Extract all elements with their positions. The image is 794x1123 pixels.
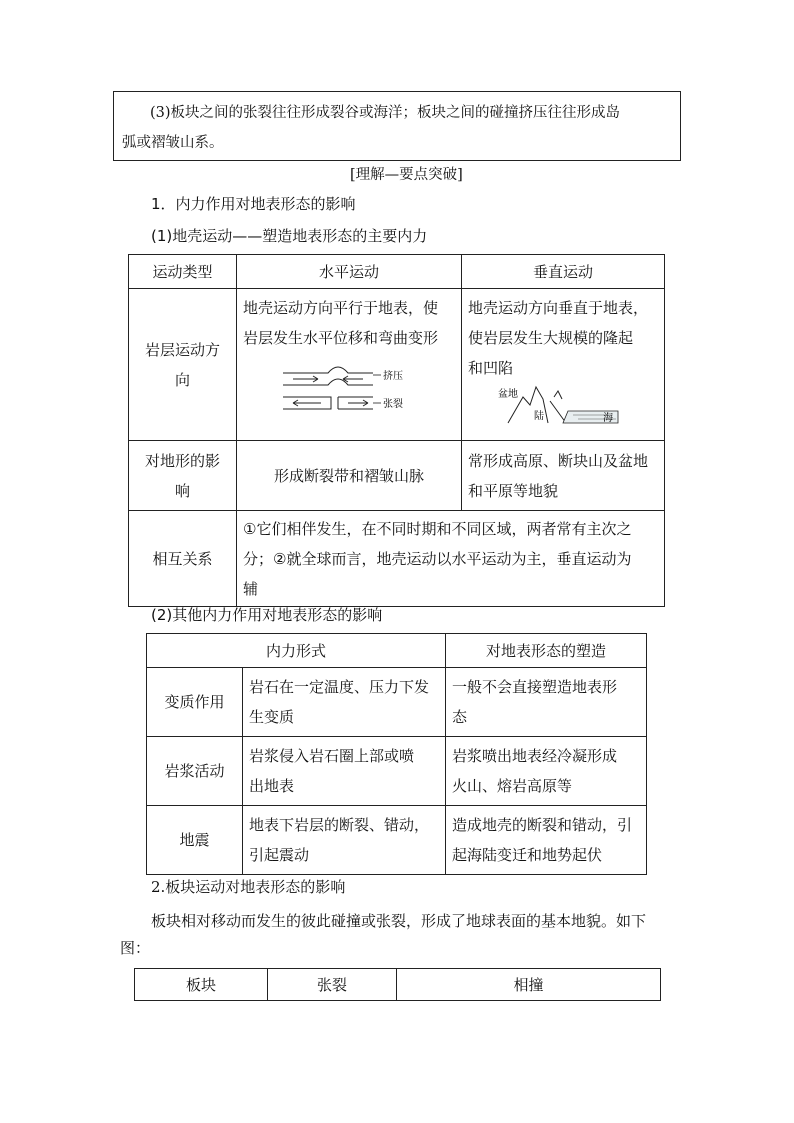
horizontal-text-a: 地壳运动方向平行于地表，使 <box>243 299 439 317</box>
label-part-b: 向 <box>174 370 190 389</box>
row-landform-label <box>129 441 237 511</box>
relation-cell <box>237 511 665 607</box>
subheading-2: (2)其他内力作用对地表形态的影响 <box>151 606 383 624</box>
header-force-form: 内力形式 <box>147 634 446 668</box>
plate-table <box>134 968 661 1001</box>
subheading-1: (1)地壳运动——塑造地表形态的主要内力 <box>151 227 428 245</box>
landform-label-a: 对地形的影 <box>144 451 220 470</box>
note-line-2: 弧或褶皱山系。 <box>122 135 224 151</box>
other-forces-table <box>146 633 647 875</box>
force-effect: 一般不会直接塑造地表形 态 <box>446 668 647 737</box>
relation-text-b: 分；②就全球而言，地壳运动以水平运动为主，垂直运动为 <box>243 549 632 568</box>
header-horizontal: 水平运动 <box>237 255 462 289</box>
header-shaping: 对地表形态的塑造 <box>446 634 647 668</box>
force-description: 岩浆侵入岩石圈上部或喷 出地表 <box>243 737 446 806</box>
horizontal-landform-cell: 形成断裂带和褶皱山脉 <box>237 441 462 511</box>
horizontal-movement-diagram <box>243 353 443 413</box>
header-rift: 张裂 <box>268 969 397 1001</box>
vertical-direction-cell <box>462 289 665 441</box>
force-description: 地表下岩层的断裂、错动， 引起震动 <box>243 806 446 875</box>
label-compress: 挤压 <box>383 371 403 382</box>
relation-text-c: 辅 <box>243 579 259 598</box>
label-part-a: 岩层运动方 <box>144 340 220 359</box>
crustal-movement-table <box>128 254 665 607</box>
header-movement-type: 运动类型 <box>129 255 237 289</box>
row-direction-label <box>129 289 237 441</box>
label-rift: 张裂 <box>383 399 403 410</box>
header-vertical: 垂直运动 <box>462 255 665 289</box>
force-name: 变质作用 <box>147 668 243 737</box>
vertical-landform-a: 常形成高原、断块山及盆地 <box>468 451 649 470</box>
force-effect: 岩浆喷出地表经冷凝形成 火山、熔岩高原等 <box>446 737 647 806</box>
label-land: 陆 <box>534 411 544 422</box>
horizontal-direction-cell <box>237 289 462 441</box>
header-plate: 板块 <box>135 969 268 1001</box>
label-basin: 盆地 <box>498 389 518 400</box>
paragraph-line-b: 图： <box>120 939 151 957</box>
vertical-movement-diagram <box>468 383 658 429</box>
heading-1: 1．内力作用对地表形态的影响 <box>151 195 356 213</box>
vertical-landform-b: 和平原等地貌 <box>468 481 559 500</box>
landform-label-b: 响 <box>174 481 190 500</box>
heading-2: 2.板块运动对地表形态的影响 <box>151 878 346 896</box>
vertical-landform-cell <box>462 441 665 511</box>
note-line-1: (3)板块之间的张裂往往形成裂谷或海洋；板块之间的碰撞挤压往往形成岛 <box>150 105 621 121</box>
section-title: [理解—要点突破] <box>350 167 463 183</box>
force-name: 地震 <box>147 806 243 875</box>
force-description: 岩石在一定温度、压力下发 生变质 <box>243 668 446 737</box>
paragraph <box>151 906 681 937</box>
force-effect: 造成地壳的断裂和错动，引 起海陆变迁和地势起伏 <box>446 806 647 875</box>
row-relation-label: 相互关系 <box>129 511 237 607</box>
label-sea: 海 <box>603 413 613 424</box>
header-collision: 相撞 <box>397 969 661 1001</box>
vertical-text-a: 地壳运动方向垂直于地表， <box>468 299 649 317</box>
horizontal-text-b: 岩层发生水平位移和弯曲变形 <box>243 329 439 347</box>
vertical-text-c: 和凹陷 <box>468 359 514 377</box>
vertical-text-b: 使岩层发生大规模的隆起 <box>468 329 634 347</box>
relation-text-a: ①它们相伴发生，在不同时期和不同区域，两者常有主次之 <box>243 519 632 538</box>
paragraph-line-a: 板块相对移动而发生的彼此碰撞或张裂，形成了地球表面的基本地貌。如下 <box>151 912 647 930</box>
force-name: 岩浆活动 <box>147 737 243 806</box>
summary-note-box <box>113 91 681 161</box>
